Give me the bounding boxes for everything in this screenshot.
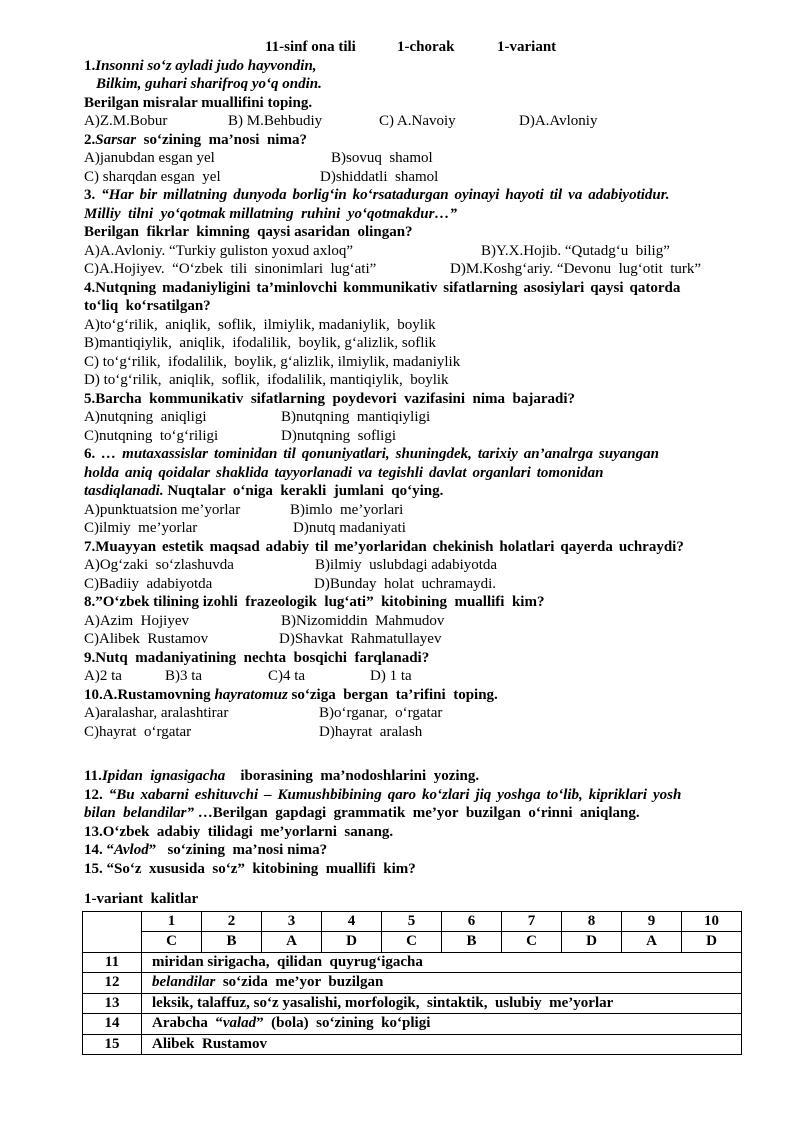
text-run: so‘ziga bergan ta’rifini toping.	[287, 686, 498, 703]
answer-key-answer-letter: C	[142, 932, 202, 953]
text-run: A)aralashar, aralashtirar	[84, 705, 229, 721]
text-run: “Har bir millatning dunyoda borlig‘in ko‘rsatadurgan oyinayi hayoti til va adabiyotidur.	[101, 187, 670, 203]
q3-stem	[84, 223, 746, 242]
q6-text-line-1	[84, 445, 746, 464]
text-run: C)A.Hojiyev. “O‘zbek tili sinonimlari lug‘ati”	[84, 261, 377, 277]
text-run: bilan belandilar”	[84, 805, 195, 821]
text-run: 3.	[84, 187, 102, 203]
answer-key-block	[84, 911, 746, 1056]
text-run: D) to‘g‘rilik, aniqlik, soflik, ifodalilik, mantiqiylik, boylik	[84, 372, 449, 388]
text-run: miridan sirigacha, qilidan quyrug‘igacha	[152, 953, 423, 970]
text-run: B) M.Behbudiy	[228, 113, 323, 129]
text-run: 9.Nutq madaniyatining nechta bosqichi farqlanadi?	[84, 649, 430, 666]
text-run: Arabcha “	[152, 1015, 223, 1031]
text-run: B)Nizomiddin Mahmudov	[281, 612, 445, 629]
answer-key-row	[83, 973, 742, 994]
text-run: B)mantiqiylik, aniqlik, ifodalilik, boylik, g‘alizlik, soflik	[84, 335, 437, 351]
text-run: C)ilmiy me’yorlar	[84, 520, 198, 536]
text-run: C) to‘g‘rilik, ifodalilik, boylik, g‘alizlik, ilmiylik, madaniylik	[84, 353, 461, 370]
text-run: 14. “	[84, 842, 114, 858]
text-run: 12.	[84, 786, 109, 803]
text-run: Avlod	[114, 842, 149, 858]
text-run: 2.	[84, 131, 96, 148]
q1-verse-line-2	[84, 75, 746, 94]
answer-key-answer-letter: C	[382, 932, 442, 953]
text-run: D)nutqning sofligi	[281, 427, 396, 444]
text-run: belandilar	[152, 974, 216, 990]
text-run: … mutaxassislar tominidan til qonuniyatlari, shuningdek, tarixiy an’analrga suyangan	[101, 446, 659, 462]
q4-option-d	[84, 371, 746, 390]
answer-key-row	[83, 952, 742, 973]
text-run: Ipidan ignasigacha	[101, 768, 226, 784]
text-run: 13.O‘zbek adabiy tilidagi me’yorlarni sanang.	[84, 823, 394, 840]
q14-stem	[84, 841, 746, 860]
text-run: D)hayrat aralash	[319, 723, 423, 740]
text-run: hayratomuz	[214, 686, 288, 703]
text-run: A)Z.M.Bobur	[84, 113, 168, 129]
text-run: Berilgan fikrlar kimning qaysi asaridan olingan?	[84, 224, 413, 240]
text-run: B)o‘rganar, o‘rgatar	[319, 705, 443, 721]
answer-key-question-number: 10	[682, 911, 742, 932]
text-run: B)imlo me’yorlari	[290, 501, 404, 518]
answer-key-question-number: 2	[202, 911, 262, 932]
text-run: 1-variant	[497, 39, 557, 55]
q4-stem-line-1	[84, 279, 746, 298]
q7-options-ab	[84, 556, 746, 575]
text-run: Sarsar	[95, 131, 137, 148]
q6-options-cd	[84, 519, 746, 538]
q10-options-cd	[84, 723, 746, 742]
q5-options-ab	[84, 408, 746, 427]
text-run: D)A.Avloniy	[519, 113, 598, 129]
text-run: iborasining ma’nodoshlarini yozing.	[225, 768, 480, 784]
text-run: leksik, talaffuz, so‘z yasalishi, morfologik, sintaktik, uslubiy me’yorlar	[152, 994, 614, 1011]
q8-options-cd	[84, 630, 746, 649]
text-run: A)A.Avloniy. “Turkiy guliston yoxud axloq”	[84, 242, 354, 259]
q8-options-ab	[84, 612, 746, 631]
text-run: 11.	[84, 768, 102, 784]
answer-key-question-number: 7	[502, 911, 562, 932]
text-run: 8.”O‘zbek tilining izohli frazeologik lug‘ati” kitobining muallifi kim?	[84, 594, 545, 610]
answer-key-row	[83, 1014, 742, 1035]
text-run: A)janubdan esgan yel	[84, 150, 215, 166]
text-run: holda aniq qoidalar shaklida tayyorlanadi va tegishli davlat organlari tomonidan	[84, 464, 604, 481]
answer-key-question-number: 3	[262, 911, 322, 932]
answer-key-question-number: 5	[382, 911, 442, 932]
q12-stem-line-1	[84, 786, 746, 805]
text-run: C) sharqdan esgan yel	[84, 168, 221, 185]
text-run: “Bu xabarni eshituvchi – Kumushbibining qaro ko‘zlari jiq yoshga to‘lib, kipriklari yosh	[108, 786, 682, 803]
q1-stem	[84, 94, 746, 113]
spacer	[84, 878, 746, 890]
answer-key-row-number: 15	[83, 1034, 142, 1055]
answer-key-row-text	[142, 1034, 742, 1055]
answer-key-answer-letter: D	[322, 932, 382, 953]
answer-key-answer-letter: C	[502, 932, 562, 953]
text-run: 1-variant kalitlar	[84, 891, 199, 907]
q8-stem	[84, 593, 746, 612]
text-run: D)shiddatli shamol	[320, 168, 439, 185]
text-run: Nuqtalar o‘niga kerakli jumlani qo‘ying.	[163, 483, 444, 499]
answer-key-question-number: 4	[322, 911, 382, 932]
q6-text-line-3	[84, 482, 746, 501]
answer-key-table	[82, 911, 742, 1056]
text-run: A)Azim Hojiyev	[84, 612, 189, 629]
text-run: ” (bola) so‘zining ko‘pligi	[256, 1015, 431, 1031]
text-run: 10.A.Rustamovning	[84, 686, 215, 703]
text-run: B)Y.X.Hojib. “Qutadg‘u bilig”	[481, 242, 670, 259]
answer-key-row-number: 12	[83, 973, 142, 994]
answer-key-answer-letter: B	[442, 932, 502, 953]
text-run: 11-sinf ona tili	[265, 39, 356, 55]
text-run: 1.	[84, 57, 96, 74]
answer-key-question-number: 6	[442, 911, 502, 932]
text-run: B)3 ta	[165, 668, 203, 684]
q4-option-a	[84, 316, 746, 335]
text-run: so‘zining ma’nosi nima?	[136, 131, 307, 148]
text-run: Berilgan misralar muallifini toping.	[84, 94, 313, 111]
answer-key-row-number: 13	[83, 993, 142, 1014]
text-run: B)sovuq shamol	[331, 150, 433, 166]
q2-options-ab	[84, 149, 746, 168]
text-run: 6.	[84, 446, 102, 462]
q13-stem	[84, 823, 746, 842]
document-title	[84, 38, 746, 57]
text-run: D)nutq madaniyati	[293, 520, 406, 536]
text-run: C)Alibek Rustamov	[84, 631, 209, 647]
text-run: valad	[222, 1015, 257, 1031]
text-run: 15. “So‘z xususida so‘z” kitobining muallifi kim?	[84, 860, 416, 877]
text-run: A)2 ta	[84, 668, 122, 684]
q4-option-c	[84, 353, 746, 372]
answer-key-answer-letter: D	[562, 932, 622, 953]
text-run: 7.Muayyan estetik maqsad adabiy til me’yorlaridan chekinish holatlari qayerda uchraydi?	[84, 538, 684, 555]
q3-options-ab	[84, 242, 746, 261]
answer-key-title	[84, 890, 746, 909]
q10-options-ab	[84, 704, 746, 723]
answer-key-answer-letter: A	[622, 932, 682, 953]
text-run: so‘zida me’yor buzilgan	[215, 974, 384, 990]
answer-key-answer-letter: B	[202, 932, 262, 953]
answer-key-row	[83, 993, 742, 1014]
text-run: C)Badiiy adabiyotda	[84, 575, 213, 592]
text-run: A)nutqning aniqligi	[84, 409, 207, 425]
answer-key-question-number: 1	[142, 911, 202, 932]
answer-key-row-text	[142, 952, 742, 973]
q4-stem-line-2	[84, 297, 746, 316]
q7-stem	[84, 538, 746, 557]
text-run: to‘liq ko‘rsatilgan?	[84, 298, 211, 314]
text-run: …Berilgan gapdagi grammatik me’yor buzilgan o‘rinni aniqlang.	[194, 805, 640, 821]
q15-stem	[84, 860, 746, 879]
text-run: ” so‘zining ma’nosi nima?	[148, 842, 328, 858]
answer-key-question-number: 9	[622, 911, 682, 932]
q9-stem	[84, 649, 746, 668]
q3-quote-line-2	[84, 205, 746, 224]
answer-key-question-number: 8	[562, 911, 622, 932]
text-run: B)nutqning mantiqiyligi	[281, 409, 431, 425]
q3-quote-line-1	[84, 186, 746, 205]
text-run: C)nutqning to‘g‘riligi	[84, 427, 219, 444]
text-run: A)Og‘zaki so‘zlashuvda	[84, 557, 234, 573]
q9-options	[84, 667, 746, 686]
text-run: C)hayrat o‘rgatar	[84, 723, 192, 740]
q7-options-cd	[84, 575, 746, 594]
text-run: D)Shavkat Rahmatullayev	[279, 631, 442, 647]
text-run: C)4 ta	[268, 668, 306, 684]
text-run: C) A.Navoiy	[379, 113, 456, 129]
q3-options-cd	[84, 260, 746, 279]
spacer	[84, 741, 746, 767]
q1-verse-line-1	[84, 57, 746, 76]
answer-key-answer-letter: D	[682, 932, 742, 953]
q6-text-line-2	[84, 464, 746, 483]
text-run: 4.Nutqning madaniyligini ta’minlovchi kommunikativ sifatlarning asosiylari qaysi qatorda	[84, 279, 681, 296]
question-text-block	[84, 38, 746, 909]
answer-key-corner-cell	[83, 911, 142, 952]
text-run: B)ilmiy uslubdagi adabiyotda	[315, 557, 498, 573]
text-run: tasdiqlanadi.	[84, 483, 164, 499]
text-run: A)punktuatsion me’yorlar	[84, 501, 241, 518]
q5-stem	[84, 390, 746, 409]
text-run: Alibek Rustamov	[152, 1035, 268, 1052]
q2-stem	[84, 131, 746, 150]
answer-key-row-text	[142, 1014, 742, 1035]
q1-options	[84, 112, 746, 131]
q11-stem	[84, 767, 746, 786]
answer-key-row-number: 14	[83, 1014, 142, 1035]
text-run: D) 1 ta	[370, 668, 412, 684]
q2-options-cd	[84, 168, 746, 187]
text-run: D)Bunday holat uchramaydi.	[314, 575, 497, 592]
q6-options-ab	[84, 501, 746, 520]
answer-key-answer-letter: A	[262, 932, 322, 953]
text-run: 1-chorak	[397, 39, 455, 55]
answer-key-row-number: 11	[83, 952, 142, 973]
text-run: D)M.Koshg‘ariy. “Devonu lug‘otit turk”	[450, 261, 702, 277]
text-run: Bilkim, guhari sharifroq yo‘q ondin.	[96, 76, 322, 92]
answer-key-row-text	[142, 973, 742, 994]
text-run: A)to‘g‘rilik, aniqlik, soflik, ilmiylik, madaniylik, boylik	[84, 316, 436, 333]
q12-stem-line-2	[84, 804, 746, 823]
text-run: Milliy tilni yo‘qotmak millatning ruhini yo‘qotmakdur…”	[84, 205, 457, 222]
q4-option-b	[84, 334, 746, 353]
answer-key-row-text	[142, 993, 742, 1014]
text-run: Insonni so‘z ayladi judo hayvondin,	[95, 57, 317, 74]
text-run: 5.Barcha kommunikativ sifatlarning poydevori vazifasini nima bajaradi?	[84, 390, 576, 407]
q5-options-cd	[84, 427, 746, 446]
answer-key-row	[83, 1034, 742, 1055]
q10-stem	[84, 686, 746, 705]
